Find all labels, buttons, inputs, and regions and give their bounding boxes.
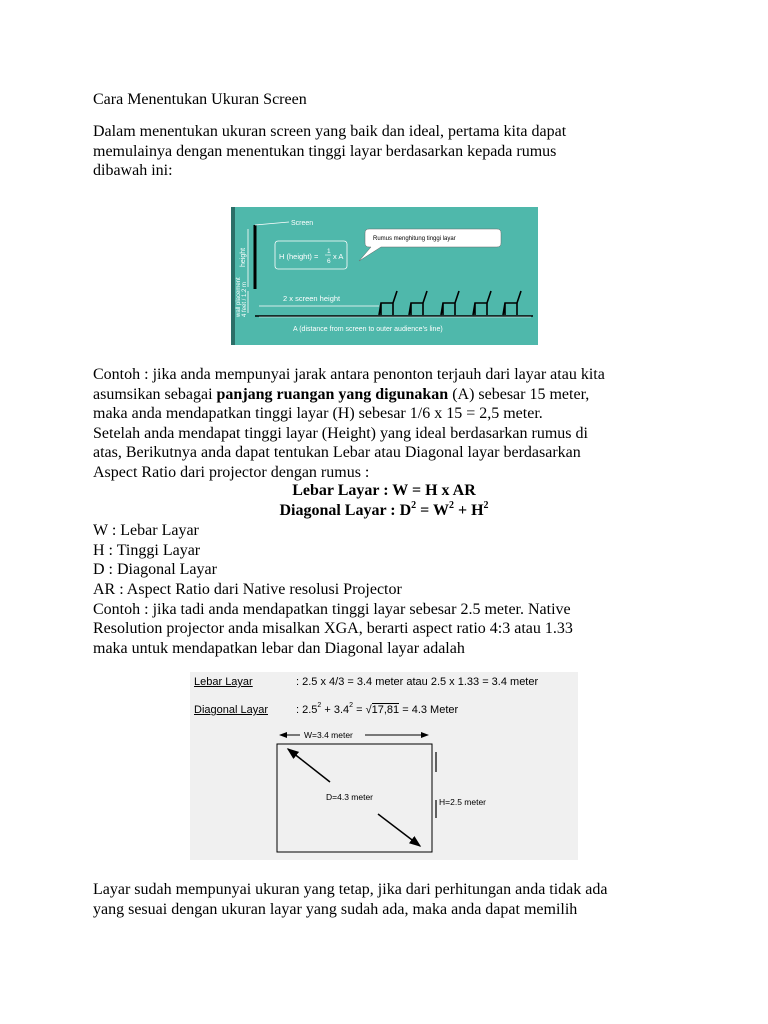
intro-line-2: memulainya dengan menentukan tinggi layar berdasarkan kepada rumus xyxy=(93,143,557,160)
intro-line-3: dibawah ini: xyxy=(93,162,173,179)
screen-rectangle-diagram xyxy=(190,722,578,860)
legend-ar: AR : Aspect Ratio dari Native resolusi Projector xyxy=(93,581,402,598)
diagonal-label: D=4.3 meter xyxy=(326,792,374,802)
formula-lhs: H (height) = xyxy=(279,252,319,261)
diag-result: = 4.3 Meter xyxy=(399,704,459,716)
formula-rhs: x A xyxy=(333,252,344,261)
callout-text: Rumus menghitung tinggi layar xyxy=(373,236,456,242)
bold-phrase: panjang ruangan yang digunakan xyxy=(216,386,449,403)
fig2-lebar-label: Lebar Layar xyxy=(194,676,253,688)
legend-d: D : Diagonal Layar xyxy=(93,561,217,578)
example1-line-1: Contoh : jika anda mempunyai jarak antara penonton terjauh dari layar atau kita xyxy=(93,366,605,383)
floor-label-1: wall placement xyxy=(236,277,242,317)
page-title: Cara Menentukan Ukuran Screen xyxy=(93,91,307,108)
distance-label: A (distance from screen to outer audience’s line) xyxy=(293,326,443,333)
example1-line-4: Setelah anda mendapat tinggi layar (Height) yang ideal berdasarkan rumus di xyxy=(93,425,588,442)
fig2-diag-row: Diagonal Layar : $2.5^2 + 3.4^2 = √17,81 = 4.3$ Meter xyxy=(194,702,459,716)
closing-line-2: yang sesuai dengan ukuran layar yang sudah ada, maka anda dapat memilih xyxy=(93,901,578,918)
formula-num: 1 xyxy=(327,248,331,255)
legend-w: W : Lebar Layar xyxy=(93,522,199,539)
formula-lebar: Lebar Layar : W = H x AR xyxy=(292,482,476,499)
example1-line-2: asumsikan sebagai panjang ruangan yang digunakan (A) sebesar 15 meter, xyxy=(93,386,590,403)
two-x-label: 2 x screen height xyxy=(283,294,341,303)
example2-line-1: Contoh : jika tadi anda mendapatkan tinggi layar sebesar 2.5 meter. Native xyxy=(93,601,571,618)
screen-height-diagram xyxy=(231,207,538,345)
diagram-background xyxy=(231,207,538,345)
formula-diagonal: Diagonal Layar : $D^2 = W^2 + H^2$ xyxy=(279,500,489,519)
fig2-lebar-value: : 2.5 x 4/3 = 3.4 meter atau 2.5 x 1.33 = 3.4 meter xyxy=(296,676,539,688)
legend-h: H : Tinggi Layar xyxy=(93,542,201,559)
fig2-diag-label: Diagonal Layar xyxy=(194,704,268,716)
width-label: W=3.4 meter xyxy=(304,730,353,740)
intro-line-1: Dalam menentukan ukuran screen yang baik dan ideal, pertama kita dapat xyxy=(93,123,567,140)
closing-line-1: Layar sudah mempunyai ukuran yang tetap, jika dari perhitungan anda tidak ada xyxy=(93,881,608,898)
screen-dimension-figure xyxy=(190,672,578,860)
height-label: height xyxy=(240,247,247,267)
example2-line-2: Resolution projector anda misalkan XGA, berarti aspect ratio 4:3 atau 1.33 xyxy=(93,620,573,637)
example1-line-3: maka anda mendapatkan tinggi layar (H) sebesar 1/6 x 15 = 2,5 meter. xyxy=(93,405,543,422)
fig2-lebar-row xyxy=(194,676,538,688)
example1-line-6: Aspect Ratio dari projector dengan rumus : xyxy=(93,464,370,481)
screen-label: Screen xyxy=(291,220,314,227)
example1-line-5: atas, Berikutnya anda dapat tentukan Lebar atau Diagonal layar berdasarkan xyxy=(93,444,581,461)
example2-line-3: maka untuk mendapatkan lebar dan Diagonal layar adalah xyxy=(93,640,465,657)
height-label: H=2.5 meter xyxy=(439,797,487,807)
floor-label-2: 4 feet / 1.2 m xyxy=(242,281,248,317)
sqrt-sign: √ xyxy=(365,704,372,716)
sqrt-value: 17,81 xyxy=(371,704,400,716)
formula-den: 6 xyxy=(327,258,331,265)
